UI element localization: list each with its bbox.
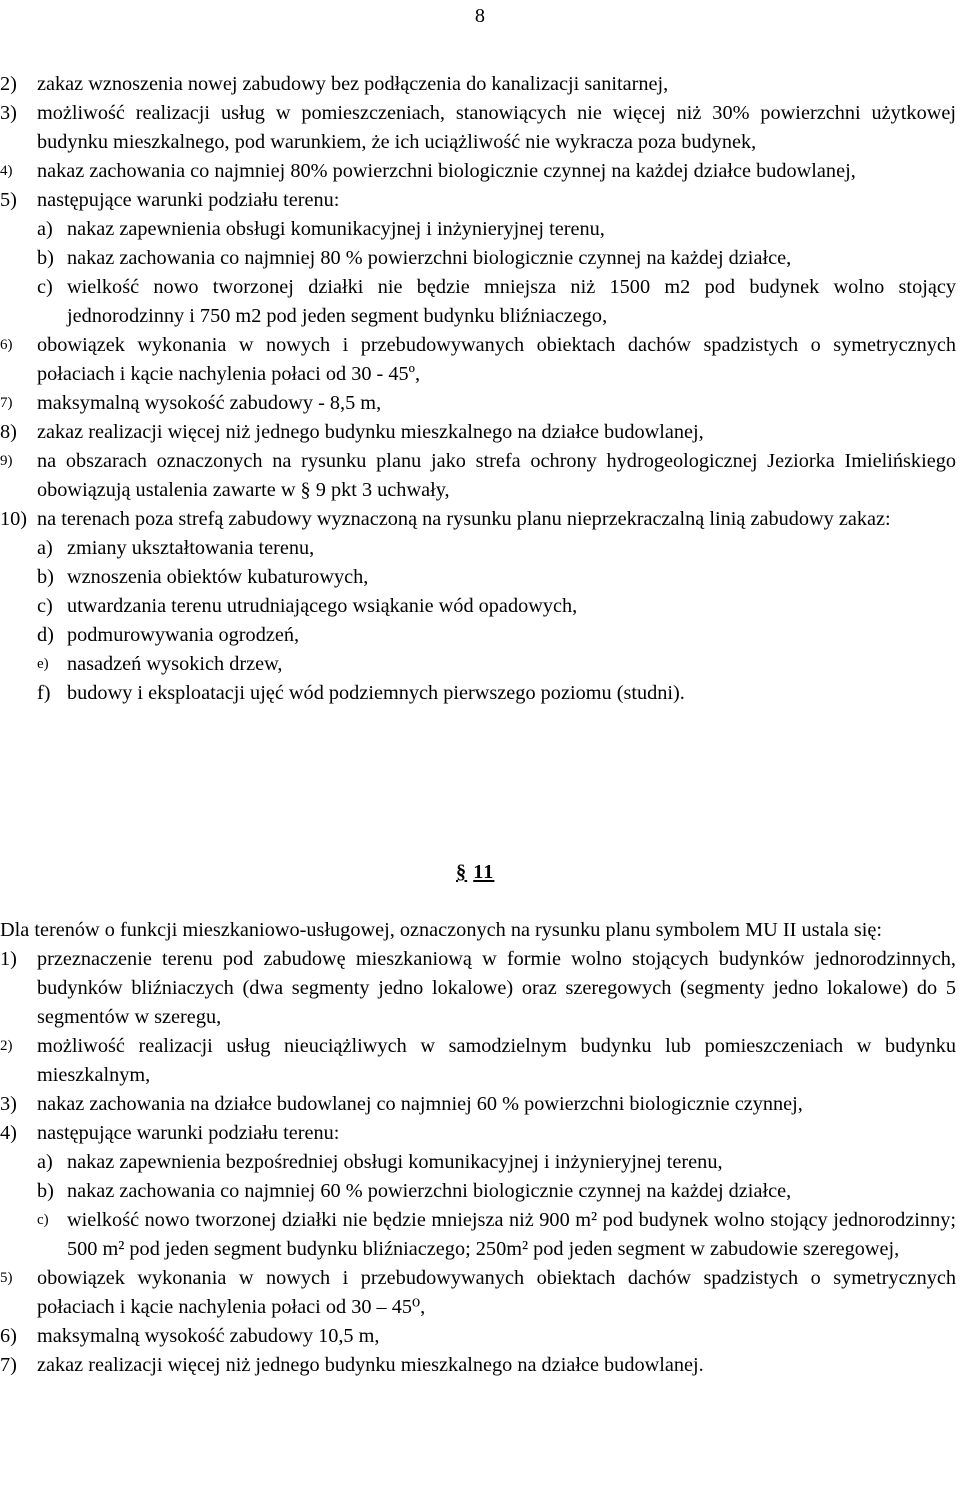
item-number: 7) bbox=[0, 1354, 17, 1376]
item-text: zakaz realizacji więcej niż jednego budynku mieszkalnego na działce budowlanej. bbox=[37, 1354, 704, 1376]
item-number: 4) bbox=[0, 163, 13, 179]
sub-list-item bbox=[0, 244, 956, 273]
item-number: 6) bbox=[0, 1325, 17, 1347]
sub-item-text: zmiany ukształtowania terenu, bbox=[67, 537, 315, 559]
sub-item-letter: b) bbox=[37, 1180, 54, 1202]
sub-list-item bbox=[0, 592, 956, 621]
item-text: obowiązek wykonania w nowych i przebudowywanych obiektach dachów spadzistych o symetrycznych połaciach i kącie nachylenia połaci od 30 - 45º, bbox=[37, 334, 956, 385]
item-text: przeznaczenie terenu pod zabudowę mieszkaniową w formie wolno stojących budynków jednorodzinnych, budynków bliźniaczych (dwa segmenty jedno lokalowe) oraz szeregowych (segmenty jedno lokalowe) do 5 segmentów w szeregu, bbox=[37, 948, 956, 1028]
list-item bbox=[0, 945, 956, 1032]
item-text: maksymalną wysokość zabudowy - 8,5 m, bbox=[37, 392, 382, 414]
list-item bbox=[0, 186, 956, 215]
page-number: 8 bbox=[474, 5, 486, 27]
sub-item-text: utwardzania terenu utrudniającego wsiąkanie wód opadowych, bbox=[67, 595, 578, 617]
list-block-b bbox=[0, 916, 956, 1380]
sub-list-item bbox=[0, 1206, 956, 1264]
sub-list-item bbox=[0, 621, 956, 650]
sub-item-letter: b) bbox=[37, 566, 54, 588]
item-number: 3) bbox=[0, 1093, 17, 1115]
sub-item-text: nakaz zachowania co najmniej 60 % powierzchni biologicznie czynnej na każdej działce, bbox=[67, 1180, 792, 1202]
item-number: 5) bbox=[0, 1270, 13, 1286]
item-text: następujące warunki podziału terenu: bbox=[37, 189, 340, 211]
item-text: na terenach poza strefą zabudowy wyznaczoną na rysunku planu nieprzekraczalną linią zabudowy zakaz: bbox=[37, 508, 891, 530]
sub-list-item bbox=[0, 534, 956, 563]
item-text: możliwość realizacji usług nieuciążliwych w samodzielnym budynku lub pomieszczeniach w budynku mieszkalnym, bbox=[37, 1035, 956, 1086]
sub-item-letter: d) bbox=[37, 624, 54, 646]
sub-item-text: wznoszenia obiektów kubaturowych, bbox=[67, 566, 369, 588]
list-item bbox=[0, 418, 956, 447]
sub-list-item bbox=[0, 1148, 956, 1177]
list-block-a bbox=[0, 70, 956, 708]
list-item bbox=[0, 1119, 956, 1148]
sub-list-item bbox=[0, 563, 956, 592]
sub-item-text: budowy i eksploatacji ujęć wód podziemnych pierwszego poziomu (studni). bbox=[67, 682, 685, 704]
item-number: 8) bbox=[0, 421, 17, 443]
list-item bbox=[0, 331, 956, 389]
list-item bbox=[0, 99, 956, 157]
list-item bbox=[0, 447, 956, 505]
sub-item-letter: a) bbox=[37, 537, 53, 559]
sub-item-letter: b) bbox=[37, 247, 54, 269]
sub-item-text: nakaz zachowania co najmniej 80 % powierzchni biologicznie czynnej na każdej działce, bbox=[67, 247, 792, 269]
sub-item-text: wielkość nowo tworzonej działki nie będzie mniejsza niż 900 m² pod budynek wolno stojący jednorodzinny; 500 m² pod jeden segment budynku bliźniaczego; 250m² pod jeden segment w zabudowie szeregowej, bbox=[67, 1209, 956, 1260]
list-item bbox=[0, 1032, 956, 1090]
section-symbol: § bbox=[456, 861, 468, 883]
item-number: 1) bbox=[0, 948, 17, 970]
item-text: obowiązek wykonania w nowych i przebudowywanych obiektach dachów spadzistych o symetrycznych połaciach i kącie nachylenia połaci od 30 – 45⁰, bbox=[37, 1267, 956, 1318]
item-number: 5) bbox=[0, 189, 17, 211]
sub-list-item bbox=[0, 273, 956, 331]
sub-list-item bbox=[0, 650, 956, 679]
intro-paragraph: Dla terenów o funkcji mieszkaniowo-usługowej, oznaczonych na rysunku planu symbolem MU II ustala się: bbox=[0, 919, 883, 941]
list-item bbox=[0, 1264, 956, 1322]
item-number: 2) bbox=[0, 1038, 13, 1054]
item-number: 9) bbox=[0, 453, 13, 469]
list-item bbox=[0, 1322, 956, 1351]
item-text: zakaz wznoszenia nowej zabudowy bez podłączenia do kanalizacji sanitarnej, bbox=[37, 73, 669, 95]
sub-item-letter: e) bbox=[37, 656, 49, 672]
item-text: nakaz zachowania co najmniej 80% powierzchni biologicznie czynnej na każdej działce budowlanej, bbox=[37, 160, 856, 182]
sub-item-text: nasadzeń wysokich drzew, bbox=[67, 653, 283, 675]
item-number: 2) bbox=[0, 73, 17, 95]
sub-item-text: nakaz zapewnienia obsługi komunikacyjnej i inżynieryjnej terenu, bbox=[67, 218, 605, 240]
item-number: 3) bbox=[0, 102, 17, 124]
list-item bbox=[0, 1090, 956, 1119]
sub-item-letter: a) bbox=[37, 1151, 53, 1173]
sub-item-letter: c) bbox=[37, 1212, 49, 1228]
list-item bbox=[0, 389, 956, 418]
item-text: możliwość realizacji usług w pomieszczeniach, stanowiących nie więcej niż 30% powierzchni użytkowej budynku mieszkalnego, pod warunkiem, że ich uciążliwość nie wykracza poza budynek, bbox=[37, 102, 956, 153]
sub-item-letter: f) bbox=[37, 682, 51, 704]
sub-list-item bbox=[0, 679, 956, 708]
item-number: 4) bbox=[0, 1122, 17, 1144]
list-item bbox=[0, 70, 956, 99]
item-text: zakaz realizacji więcej niż jednego budynku mieszkalnego na działce budowlanej, bbox=[37, 421, 704, 443]
list-item bbox=[0, 157, 956, 186]
sub-item-letter: c) bbox=[37, 276, 53, 298]
sub-item-letter: c) bbox=[37, 595, 53, 617]
list-item bbox=[0, 505, 956, 534]
sub-item-letter: a) bbox=[37, 218, 53, 240]
sub-item-text: nakaz zapewnienia bezpośredniej obsługi komunikacyjnej i inżynieryjnej terenu, bbox=[67, 1151, 723, 1173]
item-number: 7) bbox=[0, 395, 13, 411]
sub-list-item bbox=[0, 215, 956, 244]
sub-list-item bbox=[0, 1177, 956, 1206]
item-number: 10) bbox=[0, 508, 28, 530]
item-number: 6) bbox=[0, 337, 13, 353]
list-item bbox=[0, 1351, 956, 1380]
sub-item-text: wielkość nowo tworzonej działki nie będzie mniejsza niż 1500 m2 pod budynek wolno stojący jednorodzinny i 750 m2 pod jeden segment budynku bliźniaczego, bbox=[67, 276, 956, 327]
section-number: 11 bbox=[473, 861, 495, 883]
item-text: następujące warunki podziału terenu: bbox=[37, 1122, 340, 1144]
item-text: na obszarach oznaczonych na rysunku planu jako strefa ochrony hydrogeologicznej Jeziorka Imielińskiego obowiązują ustalenia zawarte w § 9 pkt 3 uchwały, bbox=[37, 450, 956, 501]
sub-item-text: podmurowywania ogrodzeń, bbox=[67, 624, 300, 646]
item-text: maksymalną wysokość zabudowy 10,5 m, bbox=[37, 1325, 380, 1347]
item-text: nakaz zachowania na działce budowlanej co najmniej 60 % powierzchni biologicznie czynnej, bbox=[37, 1093, 803, 1115]
section-heading bbox=[456, 858, 494, 887]
